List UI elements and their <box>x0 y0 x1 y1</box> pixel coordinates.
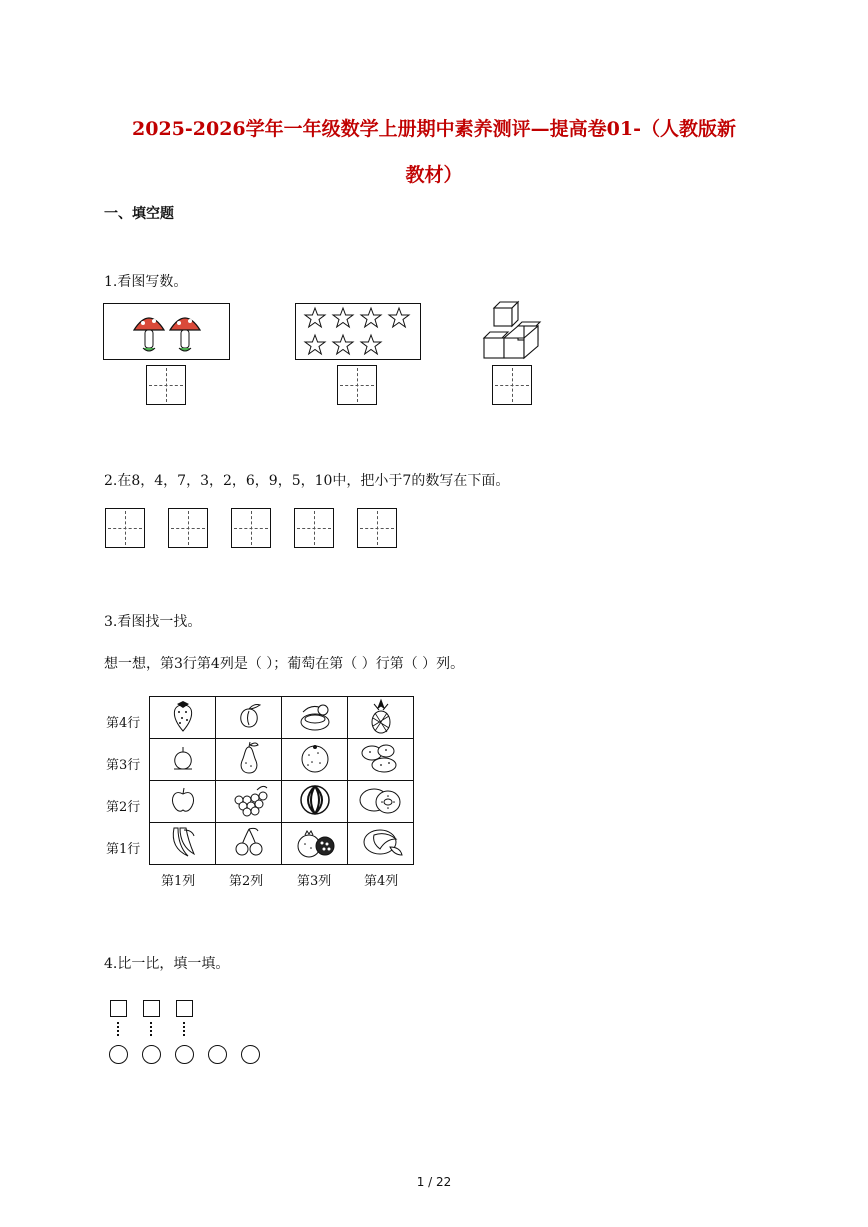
potato-icon <box>348 739 414 781</box>
grid-row-2 <box>150 781 414 823</box>
question-2-text: 2.在8，4，7，3，2，6，9，5，10中，把小于7的数写在下面。 <box>104 473 510 489</box>
strawberry-icon <box>150 697 216 739</box>
grid-row-4 <box>150 697 414 739</box>
mushroom-icon <box>104 304 229 359</box>
circle-shape <box>142 1045 161 1064</box>
page-number: 1 / 22 <box>416 1175 452 1189</box>
mushroom-picture-box <box>103 303 230 360</box>
star-icon <box>296 304 420 359</box>
answer-box-cubes[interactable] <box>492 365 532 405</box>
square-shape <box>143 1000 160 1017</box>
answer-box-stars[interactable] <box>337 365 377 405</box>
row-label-3: 第3行 <box>106 758 141 773</box>
grid-row-1 <box>150 823 414 865</box>
peach-icon <box>150 739 216 781</box>
answer-box-4[interactable] <box>294 508 334 548</box>
grid-row-3 <box>150 739 414 781</box>
col-label-4: 第4列 <box>364 874 399 889</box>
answer-box-2[interactable] <box>168 508 208 548</box>
row-label-1: 第1行 <box>106 842 141 857</box>
row-label-2: 第2行 <box>106 800 141 815</box>
circle-shape <box>109 1045 128 1064</box>
peach-icon <box>216 697 282 739</box>
question-3-text: 3.看图找一找。 <box>104 614 202 630</box>
document-title-line1: 2025-2026学年一年级数学上册期中素养测评—提高卷01-（人教版新 <box>132 118 736 140</box>
question-4-text: 4.比一比，填一填。 <box>104 956 230 972</box>
answer-box-5[interactable] <box>357 508 397 548</box>
cherry-icon <box>216 823 282 865</box>
fruit-grid <box>149 696 414 865</box>
section-heading: 一、填空题 <box>104 206 174 222</box>
apple-icon <box>150 781 216 823</box>
cubes-icon <box>482 300 544 362</box>
coconut-icon <box>282 697 348 739</box>
row-label-4: 第4行 <box>106 716 141 731</box>
pear-icon <box>216 739 282 781</box>
square-shape <box>110 1000 127 1017</box>
grapes-icon <box>216 781 282 823</box>
dotted-connector <box>183 1022 187 1036</box>
question-3-prompt: 想一想，第3行第4列是（ ）；葡萄在第（ ）行第（ ）列。 <box>104 656 465 672</box>
banana-icon <box>150 823 216 865</box>
circle-shape <box>208 1045 227 1064</box>
dotted-connector <box>117 1022 121 1036</box>
answer-box-3[interactable] <box>231 508 271 548</box>
answer-box-mushrooms[interactable] <box>146 365 186 405</box>
answer-box-1[interactable] <box>105 508 145 548</box>
orange-icon <box>282 739 348 781</box>
dotted-connector <box>150 1022 154 1036</box>
star-picture-box <box>295 303 421 360</box>
pineapple-icon <box>348 697 414 739</box>
document-title-line2: 教材） <box>405 164 463 186</box>
watermelon-icon <box>282 781 348 823</box>
col-label-2: 第2列 <box>229 874 264 889</box>
circle-shape <box>241 1045 260 1064</box>
pomegranate-icon <box>282 823 348 865</box>
question-1-text: 1.看图写数。 <box>104 274 188 290</box>
square-shape <box>176 1000 193 1017</box>
circle-shape <box>175 1045 194 1064</box>
kiwi-icon <box>348 781 414 823</box>
col-label-3: 第3列 <box>297 874 332 889</box>
melon-slice-icon <box>348 823 414 865</box>
col-label-1: 第1列 <box>161 874 196 889</box>
